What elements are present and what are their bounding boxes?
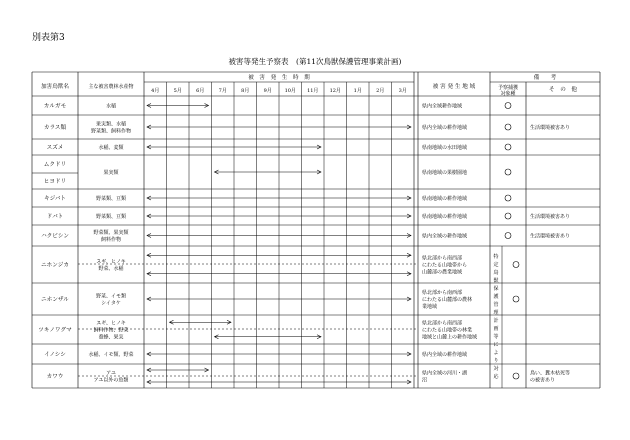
capture-mark bbox=[505, 213, 511, 219]
species-name: ニホンジカ bbox=[41, 262, 69, 269]
crop-text: シイタケ bbox=[101, 300, 121, 307]
area-text: 地域と山麓上の耕作地域 bbox=[422, 334, 478, 341]
crop-text: 野菜類、飼料作物 bbox=[90, 128, 132, 135]
area-text: 県内全域の耕作地域 bbox=[422, 125, 468, 131]
area-text: 業地域 bbox=[422, 304, 438, 310]
crop-text: 水稲、麦類 bbox=[98, 145, 124, 151]
header-area: 被 害 発 生 地 域 bbox=[432, 84, 476, 90]
month-label: 10月 bbox=[284, 88, 296, 94]
species-name: カルガモ bbox=[43, 103, 67, 110]
vertical-note-char: 管 bbox=[493, 302, 499, 308]
other-text: 鳥い、糞木枯死等 bbox=[530, 370, 571, 377]
table-title: 被害等発生予察表 (第11次鳥獣保護管理事業計画) bbox=[228, 57, 402, 66]
species-name: ツキノワグマ bbox=[38, 327, 72, 334]
species-name: スズメ bbox=[46, 145, 64, 151]
area-text: 県南地域の耕作地域 bbox=[422, 196, 468, 202]
crop-text: 野菜、イモ類 bbox=[95, 293, 127, 300]
species-name: ハクビシン bbox=[41, 233, 69, 240]
month-label: 7月 bbox=[218, 88, 227, 94]
area-text: 沼 bbox=[422, 377, 428, 384]
species-name: ヒヨドリ bbox=[43, 179, 67, 185]
month-label: 1月 bbox=[353, 88, 362, 94]
vertical-note-char: 鳥 bbox=[493, 270, 499, 276]
header-capture: 対象種 bbox=[500, 91, 516, 97]
area-text: にわたる山地帯の林業 bbox=[422, 327, 473, 334]
month-label: 5月 bbox=[173, 88, 182, 94]
species-name: ニホンザル bbox=[41, 297, 69, 303]
area-text: 県内全域の河川・湖 bbox=[422, 370, 468, 377]
crop-text: 飼料作物 bbox=[100, 237, 122, 243]
vertical-note-char: 等 bbox=[493, 334, 499, 340]
vertical-note-char: 応 bbox=[493, 374, 499, 380]
crop-text: スギ、ヒノキ bbox=[96, 259, 126, 265]
vertical-note-char: に bbox=[493, 342, 499, 348]
crop-text: 野菜類、豆類 bbox=[95, 196, 127, 202]
vertical-note-char: 特 bbox=[493, 254, 499, 260]
other-text: 生活環境被害あり bbox=[530, 233, 571, 240]
month-label: 2月 bbox=[376, 88, 385, 94]
crop-text: 野菜、水稲 bbox=[98, 266, 124, 272]
capture-mark bbox=[513, 296, 519, 302]
capture-mark bbox=[513, 262, 519, 268]
species-name: ムクドリ bbox=[43, 162, 67, 168]
species-name: カワウ bbox=[46, 374, 64, 380]
crop-text: 果実類 bbox=[103, 170, 119, 176]
crop-text: 果実類、水稲 bbox=[95, 121, 127, 128]
other-text: 生活環境被害あり bbox=[530, 125, 571, 131]
document-label: 別表第3 bbox=[32, 33, 65, 43]
header-species: 加害鳥獣名 bbox=[41, 84, 69, 90]
month-label: 9月 bbox=[263, 88, 272, 94]
capture-mark bbox=[505, 233, 511, 239]
capture-mark bbox=[505, 103, 511, 109]
area-text: 県北部から南西部 bbox=[422, 255, 463, 262]
area-text: 県北部から南西部 bbox=[422, 320, 463, 327]
other-text: の被害あり bbox=[530, 377, 556, 384]
vertical-note-char: よ bbox=[493, 350, 499, 356]
capture-mark bbox=[505, 195, 511, 201]
crop-text: スギ、ヒノキ bbox=[96, 320, 126, 327]
area-text: 県内全域の耕作地域 bbox=[422, 352, 468, 358]
crop-text: アユ bbox=[106, 370, 116, 377]
capture-mark bbox=[505, 144, 511, 150]
capture-mark bbox=[513, 373, 519, 379]
area-text: 県北部から南西部 bbox=[422, 290, 463, 296]
month-label: 3月 bbox=[398, 88, 407, 94]
vertical-note-char: 理 bbox=[493, 310, 499, 316]
crop-text: アユ以外の魚類 bbox=[93, 377, 129, 384]
header-crops: 主な被害農林水産物 bbox=[88, 84, 134, 90]
month-label: 6月 bbox=[196, 88, 205, 94]
area-text: 県南地域の水田地域 bbox=[422, 145, 468, 151]
month-label: 11月 bbox=[307, 88, 319, 94]
vertical-note-char: り bbox=[493, 358, 499, 364]
crop-text: 水稲 bbox=[105, 103, 117, 110]
crop-text: 野菜類、果実類 bbox=[93, 230, 129, 236]
crop-text: 水稲、イモ類、野菜 bbox=[88, 352, 134, 358]
species-name: キジバト bbox=[44, 196, 66, 202]
vertical-note-char: 対 bbox=[493, 366, 499, 372]
header-other: そ の 他 bbox=[549, 87, 577, 93]
crop-text: 野菜類、豆類 bbox=[95, 214, 127, 220]
header-notes: 備 考 bbox=[533, 75, 557, 81]
header-period: 被 害 発 生 時 期 bbox=[248, 75, 310, 81]
area-text: にわたる山地帯から bbox=[422, 262, 468, 269]
species-name: ドバト bbox=[46, 214, 64, 220]
area-text: 県内全域耕作地域 bbox=[422, 103, 463, 110]
area-text: 県内全域の耕作地域 bbox=[422, 233, 468, 240]
month-label: 8月 bbox=[241, 88, 250, 94]
vertical-note-char: 保 bbox=[493, 286, 499, 292]
vertical-note-char: 護 bbox=[493, 294, 499, 300]
area-text: 県南地域の耕作地域 bbox=[422, 214, 468, 220]
area-text: にわたる山麓部の農林 bbox=[422, 297, 473, 303]
vertical-note-char: 定 bbox=[493, 262, 499, 268]
area-text: 県南地域の果樹園地 bbox=[422, 170, 468, 176]
vertical-note-char: 画 bbox=[493, 326, 499, 332]
month-label: 4月 bbox=[151, 88, 160, 94]
vertical-note-char: 計 bbox=[493, 318, 499, 324]
other-text: 生活環境被害あり bbox=[530, 214, 571, 220]
species-name: カラス類 bbox=[43, 125, 67, 131]
month-label: 12月 bbox=[329, 88, 341, 94]
crop-text: 養蜂、果実 bbox=[98, 334, 124, 341]
species-name: イノシシ bbox=[44, 352, 66, 358]
header-capture: 予察捕獲 bbox=[497, 85, 519, 91]
vertical-note-char: 獣 bbox=[493, 278, 499, 284]
area-text: 山麓部の農業地域 bbox=[422, 269, 463, 276]
capture-mark bbox=[505, 124, 511, 130]
crop-text: 飼料作物、野菜 bbox=[93, 327, 129, 334]
capture-mark bbox=[505, 169, 511, 175]
